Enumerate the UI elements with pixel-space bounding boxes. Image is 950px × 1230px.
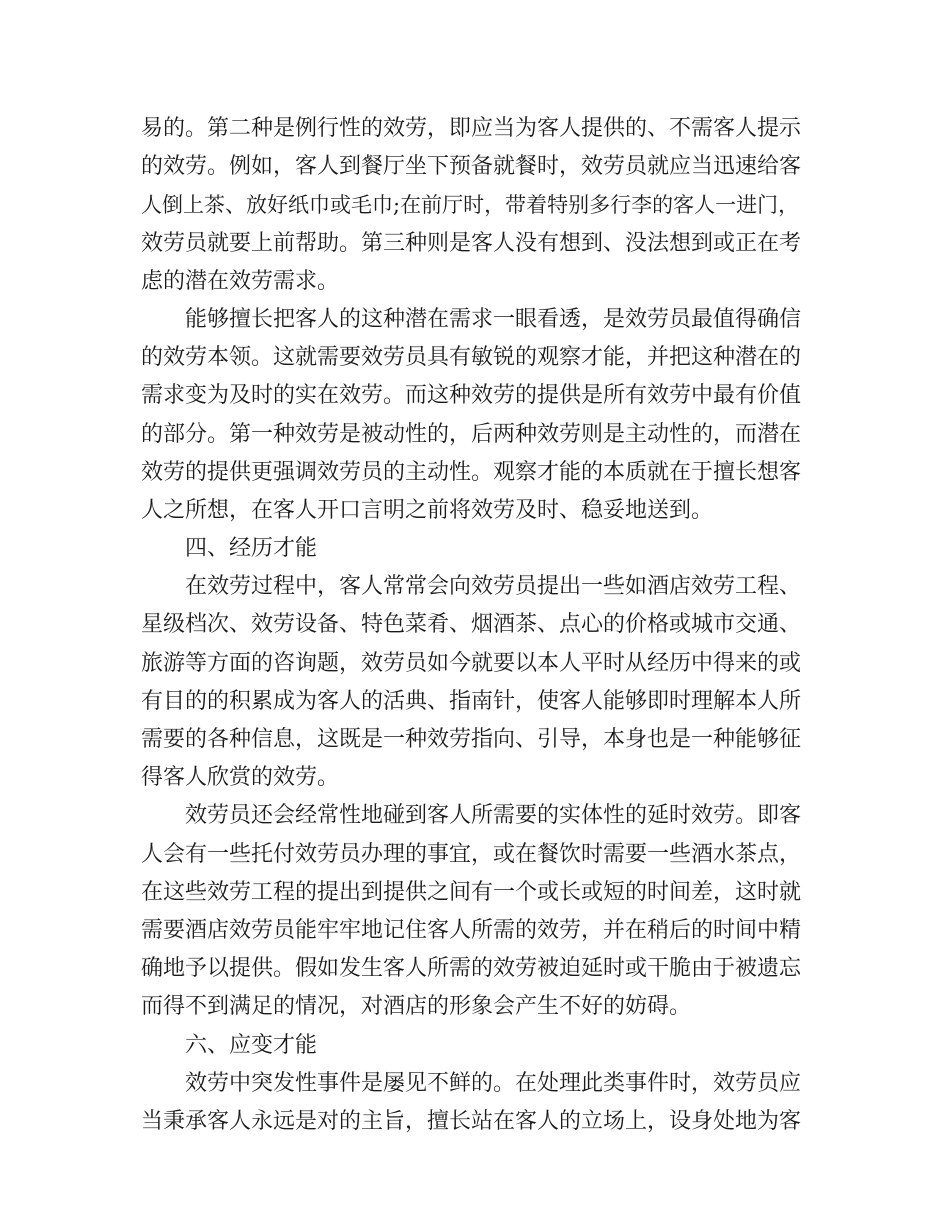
text-line: 人之所想，在客人开口言明之前将效劳及时、稳妥地送到。 (141, 497, 714, 523)
text-line: 确地予以提供。假如发生客人所需的效劳被迫延时或干脆由于被遗忘 (141, 956, 802, 982)
text-line: 效劳员就要上前帮助。第三种则是客人没有想到、没法想到或正在考 (141, 230, 802, 256)
text-line: 旅游等方面的咨询题，效劳员如今就要以本人平时从经历中得来的或 (141, 650, 802, 676)
text-line: 得客人欣赏的效劳。 (141, 765, 340, 791)
text-line: 易的。第二种是例行性的效劳，即应当为客人提供的、不需客人提示 (141, 116, 802, 141)
text-line: 效劳中突发性事件是屡见不鲜的。在处理此类事件时，效劳员应 (185, 1070, 802, 1096)
text-line: 虑的潜在效劳需求。 (141, 268, 340, 294)
text-line: 星级档次、效劳设备、特色菜肴、烟酒茶、点心的价格或城市交通、 (141, 612, 802, 638)
text-line: 六、应变才能 (185, 1032, 318, 1058)
text-line: 人会有一些托付效劳员办理的事宜，或在餐饮时需要一些酒水茶点， (141, 841, 802, 867)
text-line: 有目的的积累成为客人的活典、指南针，使客人能够即时理解本人所 (141, 688, 802, 714)
text-line: 需求变为及时的实在效劳。而这种效劳的提供是所有效劳中最有价值 (141, 383, 802, 409)
text-line: 的效劳本领。这就需要效劳员具有敏锐的观察才能，并把这种潜在的 (141, 345, 802, 371)
text-line: 在这些效劳工程的提出到提供之间有一个或长或短的时间差，这时就 (141, 879, 802, 905)
text-line: 而得不到满足的情况，对酒店的形象会产生不好的妨碍。 (141, 994, 692, 1020)
text-line: 在效劳过程中，客人常常会向效劳员提出一些如酒店效劳工程、 (185, 574, 802, 600)
text-line: 能够擅长把客人的这种潜在需求一眼看透，是效劳员最值得确信 (185, 306, 802, 332)
text-line: 四、经历才能 (185, 536, 318, 562)
text-line: 效劳的提供更强调效劳员的主动性。观察才能的本质就在于擅长想客 (141, 459, 802, 485)
text-line: 的效劳。例如，客人到餐厅坐下预备就餐时，效劳员就应当迅速给客 (141, 154, 802, 180)
text-line: 人倒上茶、放好纸巾或毛巾;在前厅时，带着特别多行李的客人一进门， (141, 193, 800, 218)
text-line: 的部分。第一种效劳是被动性的，后两种效劳则是主动性的，而潜在 (141, 421, 802, 447)
text-line: 效劳员还会经常性地碰到客人所需要的实体性的延时效劳。即客 (185, 803, 802, 829)
text-line: 需要的各种信息，这既是一种效劳指向、引导，本身也是一种能够征 (141, 727, 802, 752)
document-body (141, 110, 811, 1141)
text-line: 需要酒店效劳员能牢牢地记住客人所需的效劳，并在稍后的时间中精 (141, 917, 802, 943)
text-line: 当秉承客人永远是对的主旨，擅长站在客人的立场上，设身处地为客 (141, 1108, 802, 1134)
